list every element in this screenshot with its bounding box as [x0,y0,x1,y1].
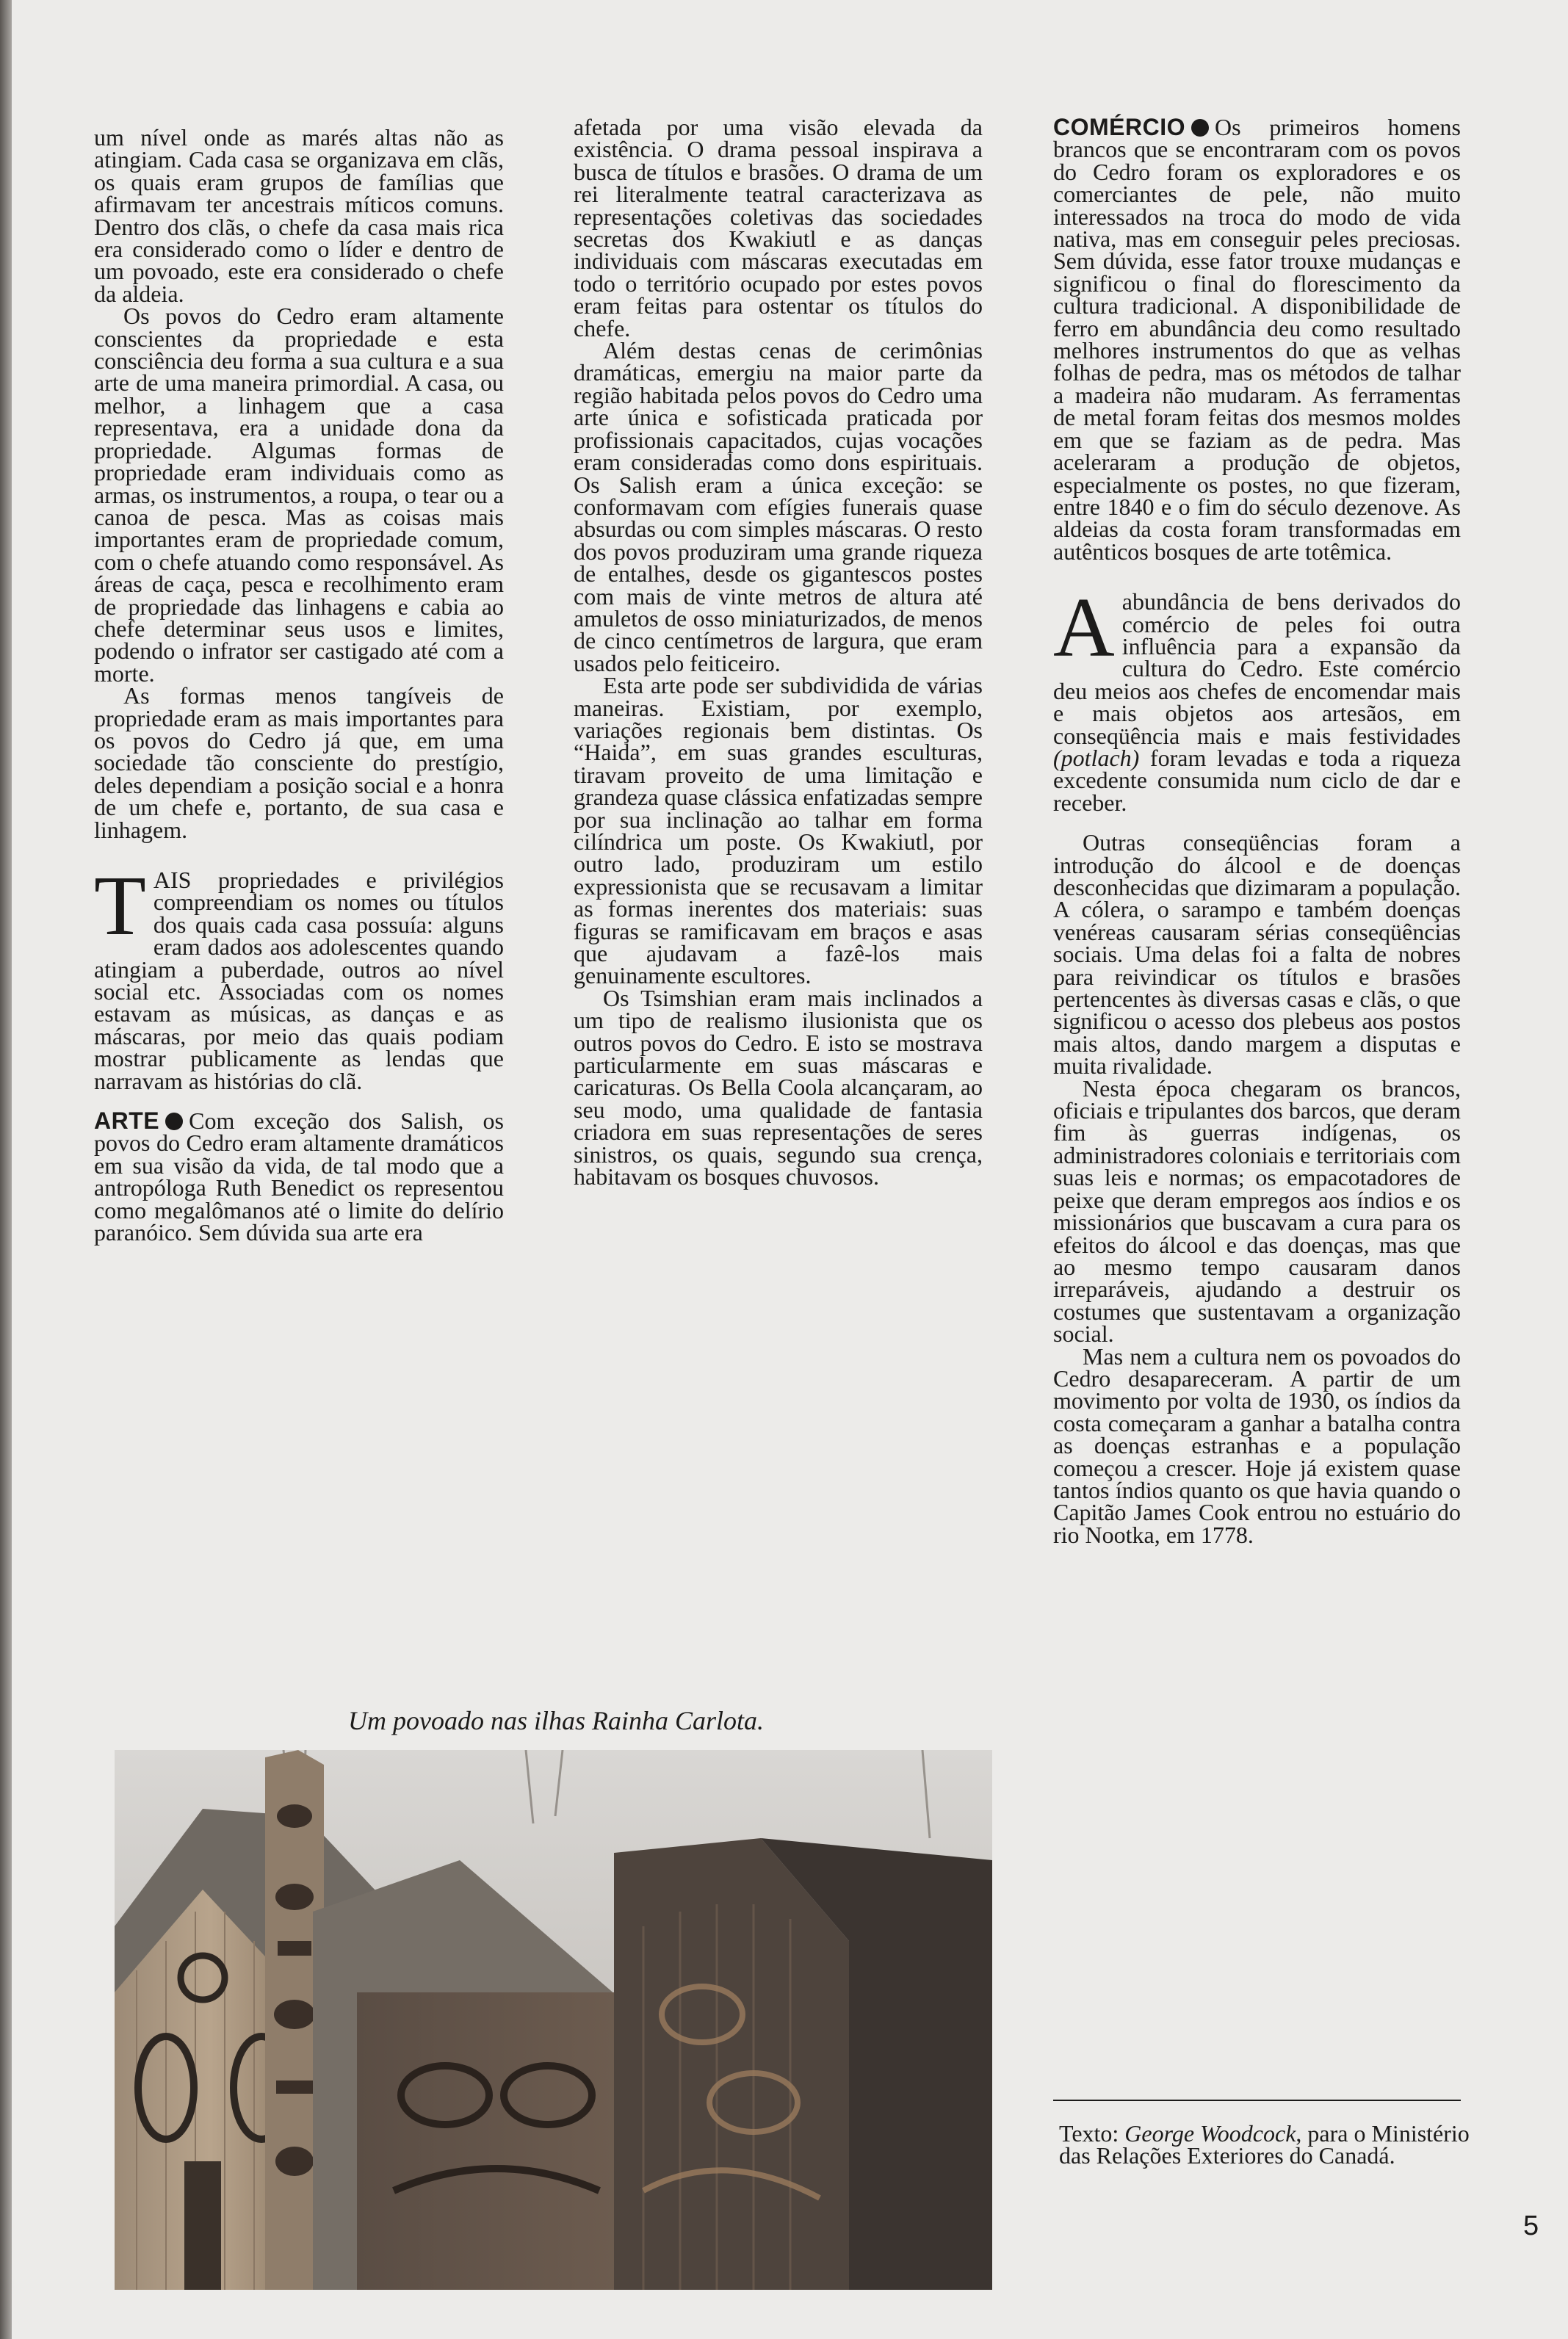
credit-suffix: , para o Ministério das Relações Exteriores do Canadá. [1059,2120,1470,2169]
page-number: 5 [1523,2210,1539,2241]
paragraph: Nesta época chegaram os brancos, oficiais e tripulantes dos barcos, que deram fim às guerras indígenas, os administradores coloniais e territoriais com suas leis e normas; os empacotadores de peixe que deram empregos aos índios e os missionários que buscavam a cura para os efeitos do álcool e das doenças, mas que ao mesmo tempo causaram danos irreparáveis, ajudando a destruir os costumes que sustentavam a organização social. [1053,1074,1461,1348]
dropcap-letter: A [1053,581,1115,676]
paragraph-text: AIS propriedades e privilégios compreendiam os nomes ou títulos dos quais cada casa possuía: alguns eram dados aos adolescentes quando atingiam a puberdade, outros ao nível social etc. Associadas com os nomes estavam as músicas, as danças e as máscaras, por meio das quais podiam mostrar publicamente as lendas que narravam as histórias do clã. [94,867,504,1094]
section-heading-comercio: COMÉRCIO [1053,114,1185,140]
paragraph-with-dropcap [1053,581,1462,816]
paragraph-text: foram levadas e toda a riqueza excedente consumida num ciclo de dar e receber. [1053,744,1462,816]
credit-prefix: Texto: [1059,2120,1119,2147]
dropcap-letter: T [94,859,146,953]
page-binding-edge [0,0,12,2339]
credit-author: George Woodcock [1124,2120,1296,2147]
paragraph: Mas nem a cultura nem os povoados do Cedro desapareceram. A partir de um movimento por volta de 1930, os índios da costa começaram a ganhar a batalha contra as doenças estranhas e a população começou a crescer. Hoje já existem quase tantos índios quanto os que havia quando o Capitão James Cook entrou no estuário do rio Nootka, em 1778. [1053,1342,1461,1548]
paragraph-text: abundância de bens derivados do comércio de peles foi outra influência para a expansão da cultura do Cedro. Este comércio deu meios aos chefes de encomendar mais e mais objetos aos artesãos, em conseqüência mais e mais festividades [1053,588,1461,749]
paragraph: Outras conseqüências foram a introdução do álcool e de doenças desconhecidas que dizimaram a população. A cólera, o sarampo e também doenças venéreas causaram sérias conseqüências sociais. Uma delas foi a falta de nobres para reivindicar os títulos e brasões pertencentes às diversas casas e clãs, o que significou o acesso dos plebeus aos postos mais altos, dando margem a disputas e muita rivalidade. [1053,829,1461,1080]
paragraph-with-dropcap [94,859,504,1094]
paragraph: um nível onde as marés altas não as atingiam. Cada casa se organizava em clãs, os quais eram grupos de famílias que afirmavam ter ancestrais míticos comuns. Dentro dos clãs, o chefe da casa mais rica era considerado como o líder e dentro de um povoado, este era considerado o chefe da aldeia. [94,124,504,307]
paragraph: As formas menos tangíveis de propriedade eram as mais importantes para os povos do Cedro já que, em uma sociedade tão consciente do prestígio, deles dependiam a posição social e a honra de um chefe e, portanto, de sua casa e linhagem. [94,682,504,843]
section-heading-arte: ARTE [94,1107,160,1135]
paragraph: Os povos do Cedro eram altamente conscientes da propriedade e esta consciência deu forma a sua cultura e a sua arte de uma maneira primordial. A casa, ou melhor, a linhagem que a casa representava, era a unidade dona da propriedade. Algumas formas de propriedade eram individuais como as armas, os instrumentos, a roupa, o tear ou a canoa de pesca. Mas as coisas mais importantes eram de propriedade comum, com o chefe atuando como responsável. As áreas de caça, pesca e recolhimento eram de propriedade das linhagens e cabia ao chefe determinar seus usos e limites, podendo o infrator ser castigado até com a morte. [94,303,504,687]
paragraph: Os Tsimshian eram mais inclinados a um tipo de realismo ilusionista que os outros povos do Cedro. E isto se mostrava particularmente em suas máscaras e caricaturas. Os Bella Coola alcançaram, ao seu modo, uma qualidade de fantasia criadora em suas representações de seres sinistros, os quais, segundo sua crença, habitavam os bosques chuvosos. [574,984,983,1190]
section-comercio [1053,116,1461,563]
bullet-dot-icon [165,1113,183,1130]
paragraph: afetada por uma visão elevada da existência. O drama pessoal inspirava a busca de títulos e brasões. O drama de um rei literalmente teatral caracterizava as representações coletivas das sociedades secretas dos Kwakiutl e as danças individuais com máscaras executadas em todo o território ocupado por estes povos eram feitas para ostentar os títulos do chefe. [574,114,983,341]
bullet-dot-icon [1191,119,1209,137]
column-right [1053,116,1461,1546]
photo-caption: Um povoado nas ilhas Rainha Carlota. [347,1706,764,1735]
paragraph: Além destas cenas de cerimônias dramáticas, emergiu na maior parte da região habitada pelos povos do Cedro uma arte única e sofisticada praticada por profissionais capacitados, cujas vocações eram consideradas como dons espirituais. Os Salish eram a única exceção: se conformavam com efígies funerais quase absurdas ou com simples máscaras. O resto dos povos produziram uma grande riqueza de entalhes, desde os gigantescos postes com mais de vinte metros de altura até amuletos de osso miniaturizados, de menos de cinco centímetros de largura, que eram usados pelo feiticeiro. [574,337,983,676]
section-arte [94,1107,504,1246]
paragraph: Esta arte pode ser subdividida de várias maneiras. Existiam, por exemplo, variações regionais bem distintas. Os “Haida”, em suas grandes esculturas, tiravam proveito de uma limitação e grandeza quase clássica enfatizadas sempre por sua inclinação ao talhar em forma cilíndrica um poste. Os Kwakiutl, por outro lado, produziram um estilo expressionista que se recusavam a limitar as formas inerentes dos materiais: suas figuras se ramificavam em braços e asas que ajudavam a fazê-los mais genuinamente escultores. [574,672,983,989]
text-credit [1059,2120,1470,2169]
column-left [94,126,504,1244]
column-middle [574,116,983,1188]
village-photo [115,1750,992,2290]
spacer [94,841,504,869]
paragraph-text: Os primeiros homens brancos que se encontraram com os povos do Cedro foram os exploradores e os comerciantes de pele, não muito interessados na troca do modo de vida nativa, mas em conseguir peles preciosas. Sem dúvida, esse fator trouxe mudanças e significou o final do florescimento da cultura tradicional. A disponibilidade de ferro em abundância deu como resultado melhores instrumentos do que as velhas folhas de pedra, mas os métodos de talhar a madeira não mudaram. As ferramentas de metal foram feitas dos mesmos moldes em que se faziam as de pedra. Mas aceleraram a produção de objetos, especialmente os postes, no que fizeram, entre 1840 e o fim do século dezenove. As aldeias da costa foram transformadas em autênticos bosques de arte totêmica. [1053,114,1461,565]
divider-rule [1053,2100,1461,2101]
italic-term: (potlach) [1053,744,1140,771]
paragraph-text: Com exceção dos Salish, os povos do Cedro eram altamente dramáticos em sua visão da vida, de tal modo que a antropóloga Ruth Benedict os representou como megalômanos até o limite do delírio paranóico. Sem dúvida sua arte era [94,1107,504,1246]
